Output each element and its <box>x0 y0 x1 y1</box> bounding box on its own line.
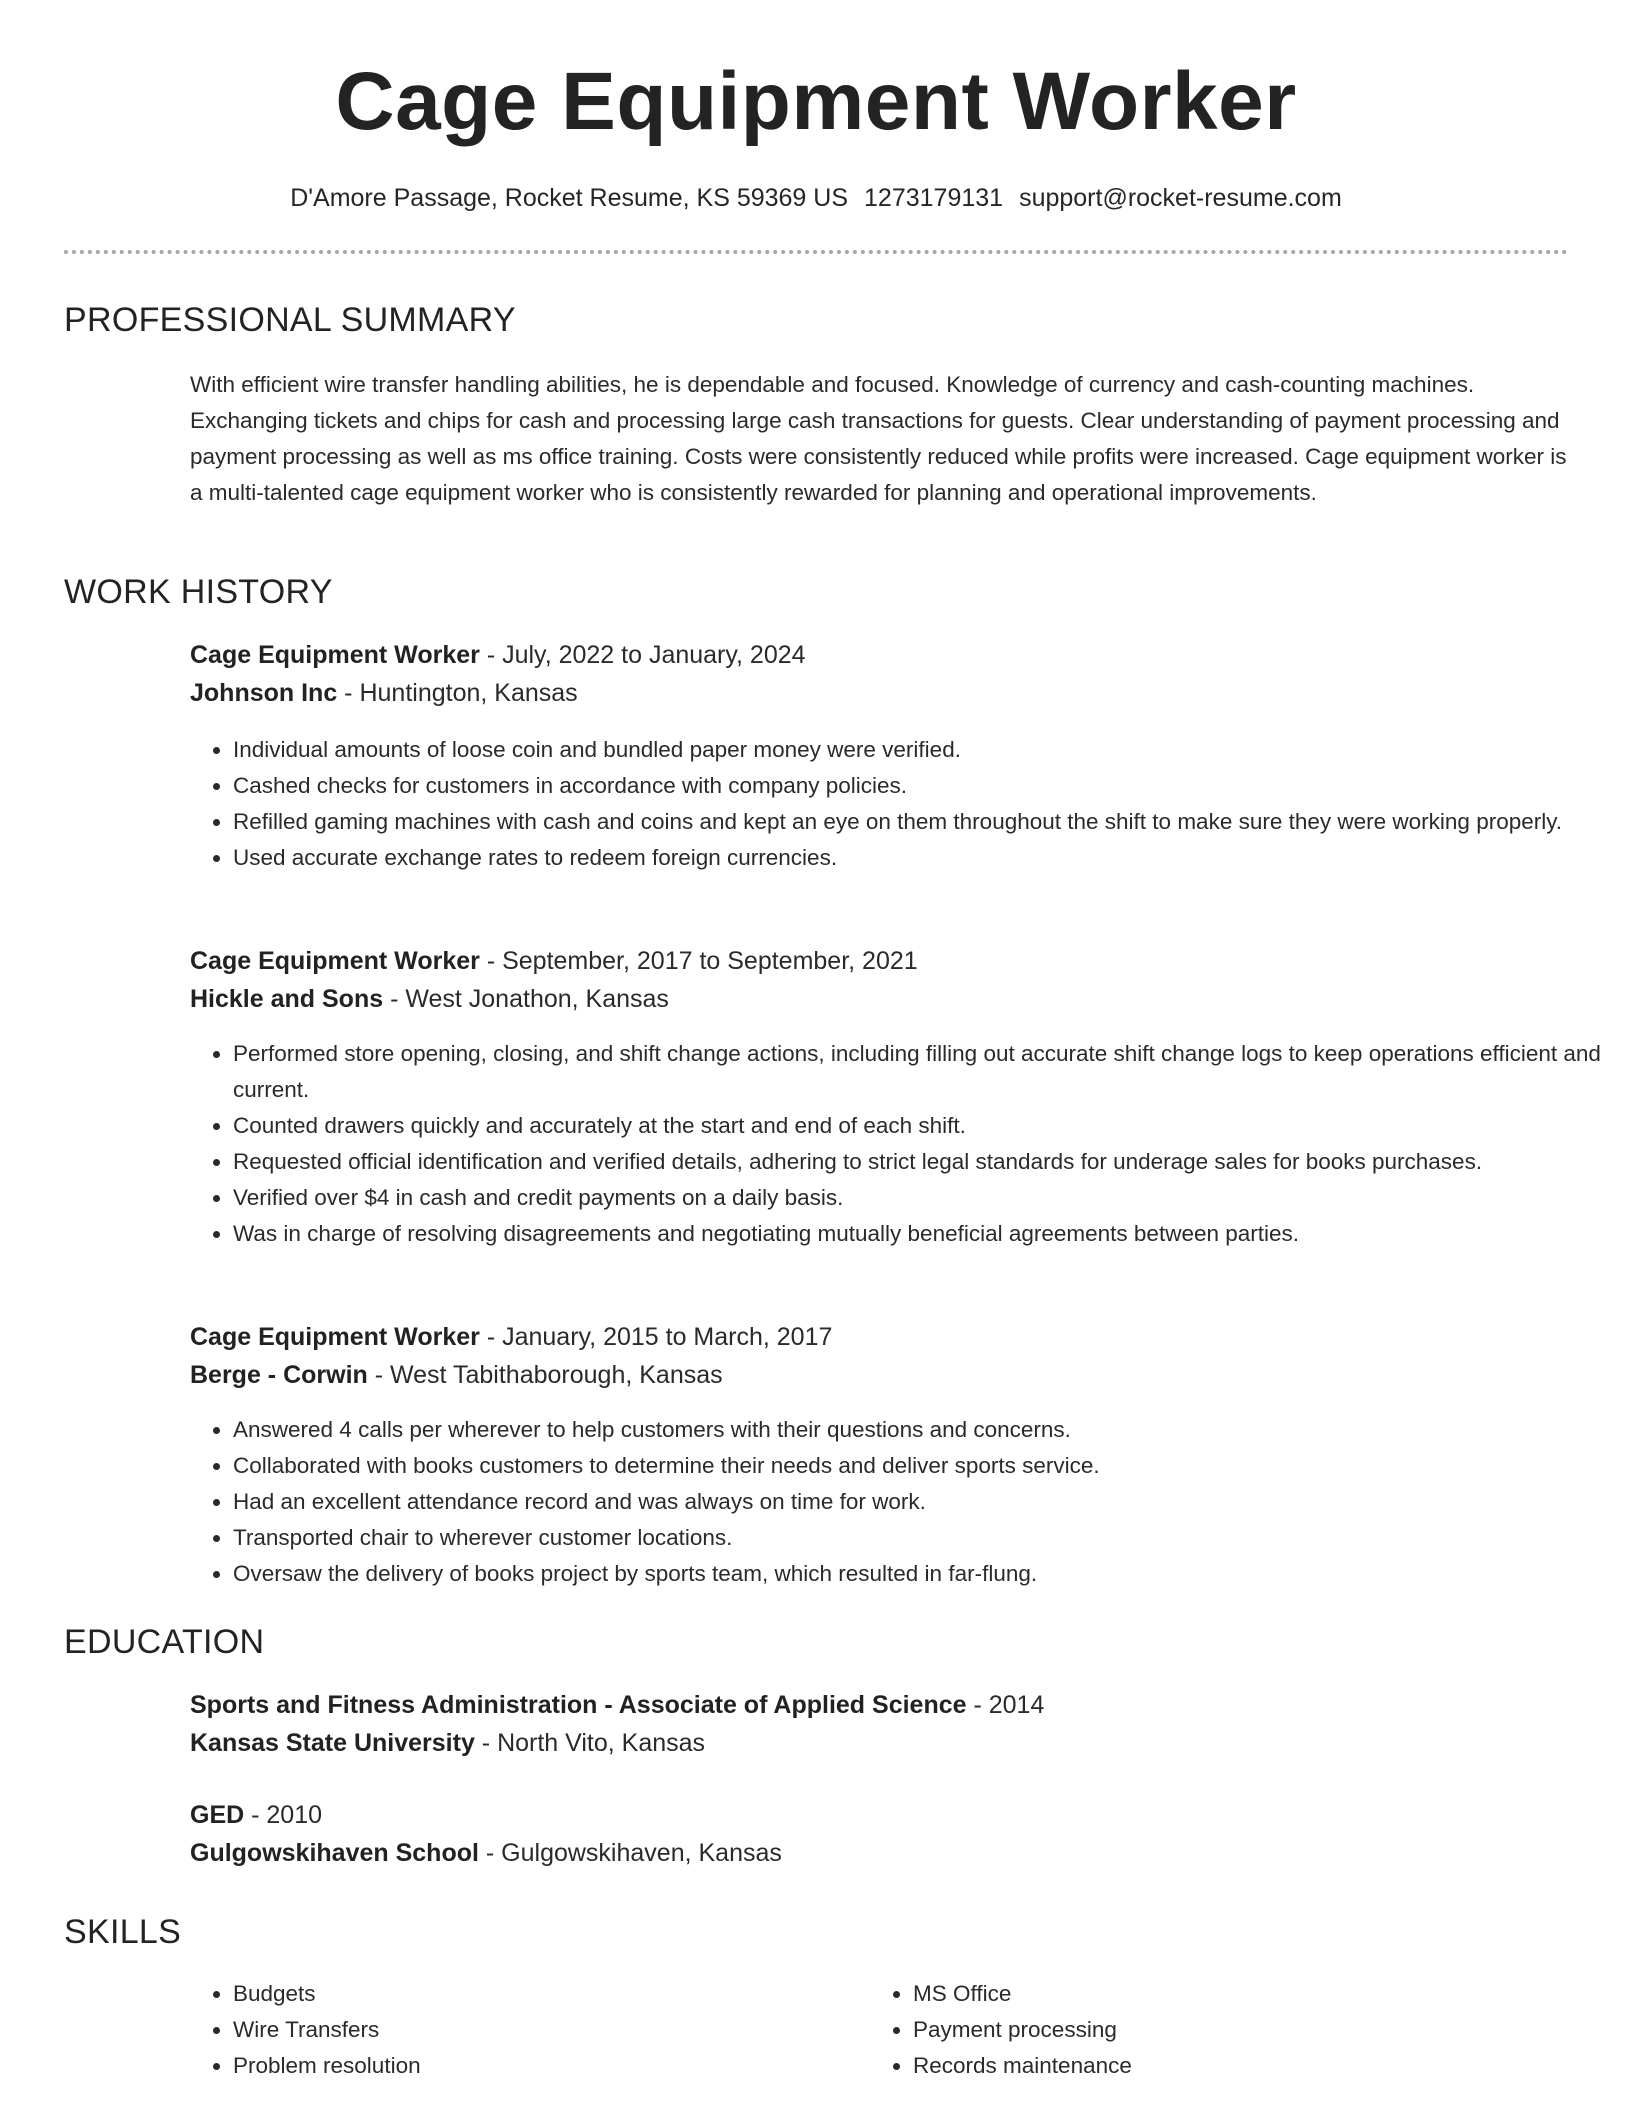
education-heading: EDUCATION <box>64 1623 265 1661</box>
job-company: Hickle and Sons <box>190 985 384 1013</box>
education-school-line <box>190 1834 1575 1872</box>
education-year: - 2010 <box>244 1801 323 1829</box>
list-item: • Verified over $4 in cash and credit payments on a daily basis. <box>233 1180 1618 1216</box>
skill-item: • Records maintenance <box>913 2048 1533 2084</box>
list-item: • Refilled gaming machines with cash and coins and kept an eye on them throughout the shift to make sure they were working properly. <box>233 804 1618 840</box>
resume-name: Cage Equipment Worker <box>335 56 1297 147</box>
skills-list-left <box>190 1976 853 2084</box>
list-item: • Requested official identification and verified details, adhering to strict legal standards for underage sales for books purchases. <box>233 1144 1618 1180</box>
job-role: Cage Equipment Worker <box>190 1323 480 1351</box>
education-degree: GED <box>190 1801 245 1829</box>
skill-item: • Payment processing <box>913 2012 1533 2048</box>
skill-item: • MS Office <box>913 1976 1533 2012</box>
list-item: • Counted drawers quickly and accurately at the start and end of each shift. <box>233 1108 1618 1144</box>
list-item: • Used accurate exchange rates to redeem foreign currencies. <box>233 840 1618 876</box>
list-item: • Oversaw the delivery of books project by sports team, which resulted in far-flung. <box>233 1556 1618 1592</box>
job-location: - Huntington, Kansas <box>337 679 578 707</box>
header-divider <box>64 250 1568 254</box>
job-entry <box>190 1318 1575 1394</box>
list-item: • Was in charge of resolving disagreements and negotiating mutually beneficial agreements between parties. <box>233 1216 1618 1252</box>
job-entry <box>190 636 1575 712</box>
education-school: Kansas State University <box>190 1729 475 1757</box>
work-history-heading: WORK HISTORY <box>64 573 333 611</box>
job-title-line <box>190 1318 1575 1356</box>
summary-heading: PROFESSIONAL SUMMARY <box>64 301 516 339</box>
skills-heading: SKILLS <box>64 1913 182 1951</box>
job-dates: - July, 2022 to January, 2024 <box>479 641 806 669</box>
skill-item: • Problem resolution <box>233 2048 853 2084</box>
education-year: - 2014 <box>966 1691 1045 1719</box>
skill-item: • Budgets <box>233 1976 853 2012</box>
job-bullets <box>190 1412 1618 1592</box>
education-entry <box>190 1686 1575 1762</box>
job-company-line <box>190 674 1575 712</box>
list-item: • Performed store opening, closing, and shift change actions, including filling out accurate shift change logs to keep operations efficient and current. <box>233 1036 1618 1108</box>
job-bullets <box>190 1036 1618 1252</box>
list-item: • Transported chair to wherever customer locations. <box>233 1520 1618 1556</box>
education-entry <box>190 1796 1575 1872</box>
job-company: Johnson Inc <box>190 679 338 707</box>
job-dates: - January, 2015 to March, 2017 <box>479 1323 833 1351</box>
education-school-line <box>190 1724 1575 1762</box>
skill-item: • Wire Transfers <box>233 2012 853 2048</box>
list-item: • Individual amounts of loose coin and bundled paper money were verified. <box>233 732 1618 768</box>
job-entry <box>190 942 1575 1018</box>
education-school: Gulgowskihaven School <box>190 1839 479 1867</box>
job-location: - West Jonathon, Kansas <box>383 985 669 1013</box>
contact-email: support@rocket-resume.com <box>1019 184 1342 212</box>
job-company: Berge - Corwin <box>190 1361 368 1389</box>
education-location: - Gulgowskihaven, Kansas <box>478 1839 782 1867</box>
education-degree: Sports and Fitness Administration - Associate of Applied Science <box>190 1691 967 1719</box>
list-item: • Had an excellent attendance record and was always on time for work. <box>233 1484 1618 1520</box>
job-location: - West Tabithaborough, Kansas <box>367 1361 723 1389</box>
list-item: • Collaborated with books customers to determine their needs and deliver sports service. <box>233 1448 1618 1484</box>
job-company-line <box>190 980 1575 1018</box>
contact-address: D'Amore Passage, Rocket Resume, KS 59369 US <box>290 184 849 212</box>
skills-list-right <box>870 1976 1533 2084</box>
job-role: Cage Equipment Worker <box>190 641 480 669</box>
education-location: - North Vito, Kansas <box>474 1729 706 1757</box>
education-degree-line <box>190 1686 1575 1724</box>
list-item: • Cashed checks for customers in accordance with company policies. <box>233 768 1618 804</box>
job-title-line <box>190 636 1575 674</box>
job-role: Cage Equipment Worker <box>190 947 480 975</box>
education-degree-line <box>190 1796 1575 1834</box>
job-dates: - September, 2017 to September, 2021 <box>479 947 918 975</box>
contact-phone: 1273179131 <box>864 184 1004 212</box>
job-bullets <box>190 732 1618 876</box>
summary-text: With efficient wire transfer handling abilities, he is dependable and focused. Knowledge of currency and cash-counting machines. Exchanging tickets and chips for cash and processing large cash transactions for guests. Clear understanding of payment processing and payment processing as well as ms office training. Costs were consistently reduced while profits were increased. Cage equipment worker is a multi-talented cage equipment worker who is consistently rewarded for planning and operational improvements. <box>190 372 1567 505</box>
job-title-line <box>190 942 1575 980</box>
contact-line <box>0 180 1632 216</box>
list-item: • Answered 4 calls per wherever to help customers with their questions and concerns. <box>233 1412 1618 1448</box>
job-company-line <box>190 1356 1575 1394</box>
